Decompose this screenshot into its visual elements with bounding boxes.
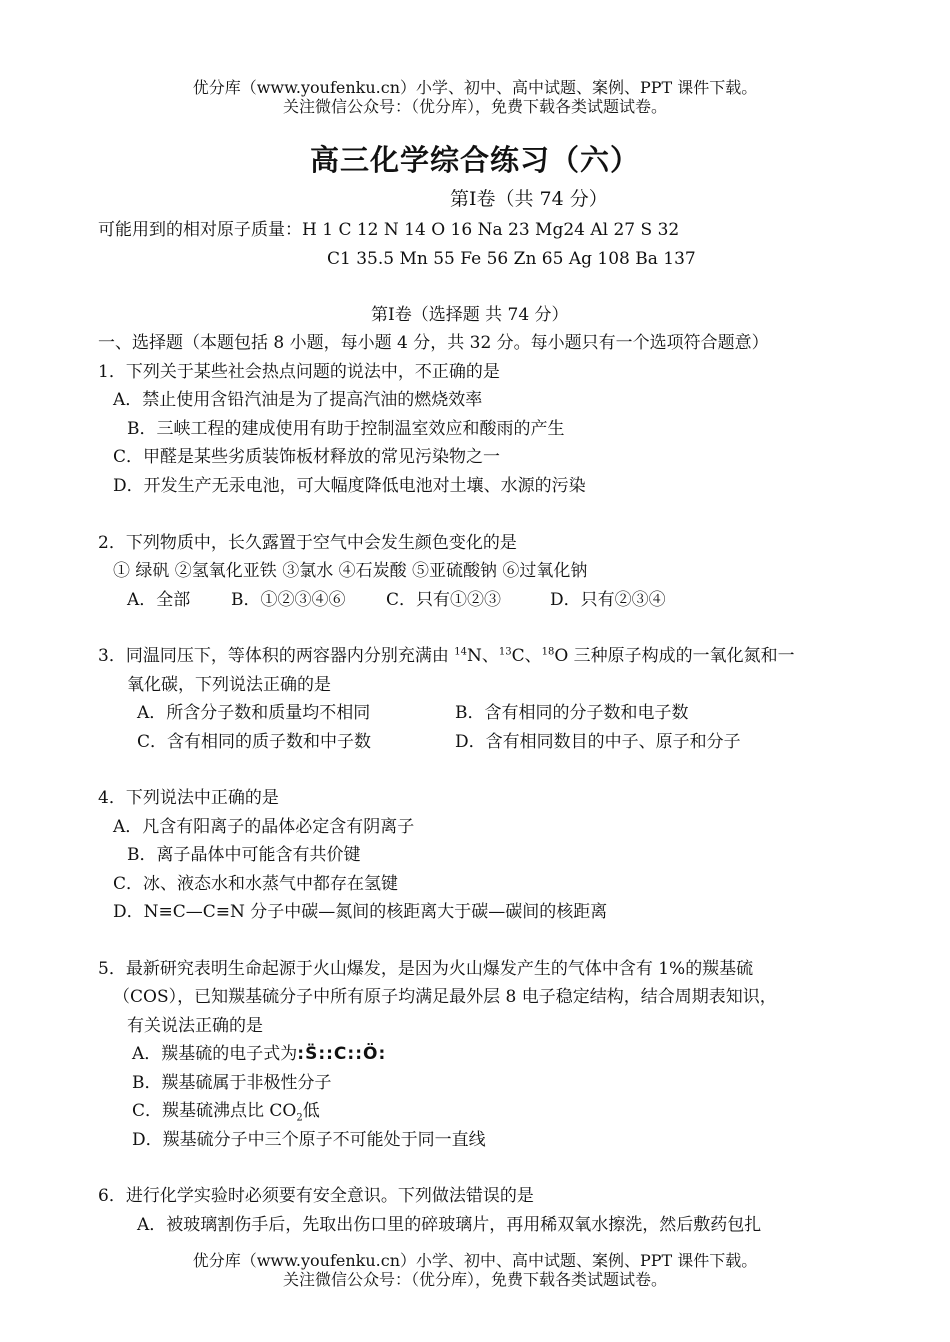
q4-option-b: B．离子晶体中可能含有共价键 — [127, 845, 361, 865]
q1-stem: 1．下列关于某些社会热点问题的说法中，不正确的是 — [98, 362, 500, 382]
q5-stem-line-3: 有关说法正确的是 — [127, 1016, 263, 1036]
q3-option-d: D．含有相同数目的中子、原子和分子 — [455, 732, 741, 752]
q5-option-c — [132, 1100, 320, 1122]
q5-stem-line-2: （COS），已知羰基硫分子中所有原子均满足最外层 8 电子稳定结构，结合周期表知识， — [113, 987, 777, 1007]
q2-option-b: B．①②③④⑥ — [231, 590, 346, 610]
q3-stem-part-4: O 三种原子构成的一氧化氮和一 — [554, 646, 795, 666]
cos-electron-formula: :S̈::C::Ö: — [297, 1044, 387, 1064]
atomic-mass-line-1: 可能用到的相对原子质量：H 1 C 12 N 14 O 16 Na 23 Mg24 Al 27 S 32 — [98, 220, 680, 240]
footer-line-2: 关注微信公众号：（优分库），免费下载各类试题试卷。 — [282, 1270, 667, 1289]
q5-option-c-tail: 低 — [302, 1101, 320, 1121]
q3-option-c: C．含有相同的质子数和中子数 — [137, 732, 372, 752]
atomic-mass-line-2: C1 35.5 Mn 55 Fe 56 Zn 65 Ag 108 Ba 137 — [327, 249, 696, 269]
section-title: 第Ⅰ卷（选择题 共 74 分） — [371, 305, 569, 325]
q3-stem-part-2: N、 — [466, 646, 499, 666]
q3-stem-part-3: C、 — [511, 646, 542, 666]
q2-option-c: C．只有①②③ — [386, 590, 502, 610]
header-line-1: 优分库（www.youfenku.cn）小学、初中、高中试题、案例、PPT 课件下载。 — [192, 78, 758, 97]
q1-option-c: C．甲醛是某些劣质装饰板材释放的常见污染物之一 — [113, 447, 501, 467]
q3-sup-c: 13 — [498, 646, 512, 658]
q3-option-b: B．含有相同的分子数和电子数 — [455, 703, 689, 723]
q5-option-b: B．羰基硫属于非极性分子 — [132, 1073, 332, 1093]
footer-line-1: 优分库（www.youfenku.cn）小学、初中、高中试题、案例、PPT 课件下载。 — [192, 1251, 758, 1270]
q4-option-a: A．凡含有阳离子的晶体必定含有阴离子 — [113, 817, 415, 837]
q2-option-a: A．全部 — [127, 590, 191, 610]
q1-option-a: A．禁止使用含铅汽油是为了提高汽油的燃烧效率 — [113, 390, 483, 410]
q2-items: ① 绿矾 ②氢氧化亚铁 ③氯水 ④石炭酸 ⑤亚硫酸钠 ⑥过氧化钠 — [113, 561, 588, 581]
page-title: 高三化学综合练习（六） — [309, 143, 640, 177]
q2-stem: 2．下列物质中，长久露置于空气中会发生颜色变化的是 — [98, 533, 517, 553]
q1-option-b: B．三峡工程的建成使用有助于控制温室效应和酸雨的产生 — [127, 419, 565, 439]
q3-stem — [98, 645, 795, 667]
q3-stem-part-1: 3．同温同压下，等体积的两容器内分别充满由 — [98, 646, 455, 666]
q5-stem-line-1: 5．最新研究表明生命起源于火山爆发，是因为火山爆发产生的气体中含有 1%的羰基硫 — [98, 959, 754, 979]
q6-option-a: A．被玻璃割伤手后，先取出伤口里的碎玻璃片，再用稀双氧水擦洗，然后敷药包扎 — [137, 1215, 762, 1235]
q1-option-d: D．开发生产无汞电池，可大幅度降低电池对土壤、水源的污染 — [113, 476, 586, 496]
q5-option-a-text: A．羰基硫的电子式为 — [132, 1044, 298, 1064]
q5-option-d: D．羰基硫分子中三个原子不可能处于同一直线 — [132, 1130, 486, 1150]
q4-stem: 4．下列说法中正确的是 — [98, 788, 279, 808]
q5-option-c-text: C．羰基硫沸点比 CO — [132, 1101, 297, 1121]
q4-option-c: C．冰、液态水和水蒸气中都存在氢键 — [113, 874, 399, 894]
q3-sup-o: 18 — [541, 646, 555, 658]
q6-stem: 6．进行化学实验时必须要有安全意识。下列做法错误的是 — [98, 1186, 534, 1206]
q5-option-a — [132, 1043, 386, 1065]
page-subtitle: 第Ⅰ卷（共 74 分） — [450, 188, 608, 210]
header-line-2: 关注微信公众号：（优分库），免费下载各类试题试卷。 — [282, 97, 667, 116]
q4-option-d: D．N≡C—C≡N 分子中碳—氮间的核距离大于碳—碳间的核距离 — [113, 902, 608, 922]
q3-stem-line-2: 氧化碳，下列说法正确的是 — [127, 675, 331, 695]
q5-option-c-sub: 2 — [296, 1112, 303, 1124]
q2-option-d: D．只有②③④ — [550, 590, 666, 610]
section-intro: 一、选择题（本题包括 8 小题，每小题 4 分，共 32 分。每小题只有一个选项符合题意） — [98, 333, 769, 353]
q3-sup-n: 14 — [454, 646, 467, 658]
q3-option-a: A．所含分子数和质量均不相同 — [137, 703, 371, 723]
